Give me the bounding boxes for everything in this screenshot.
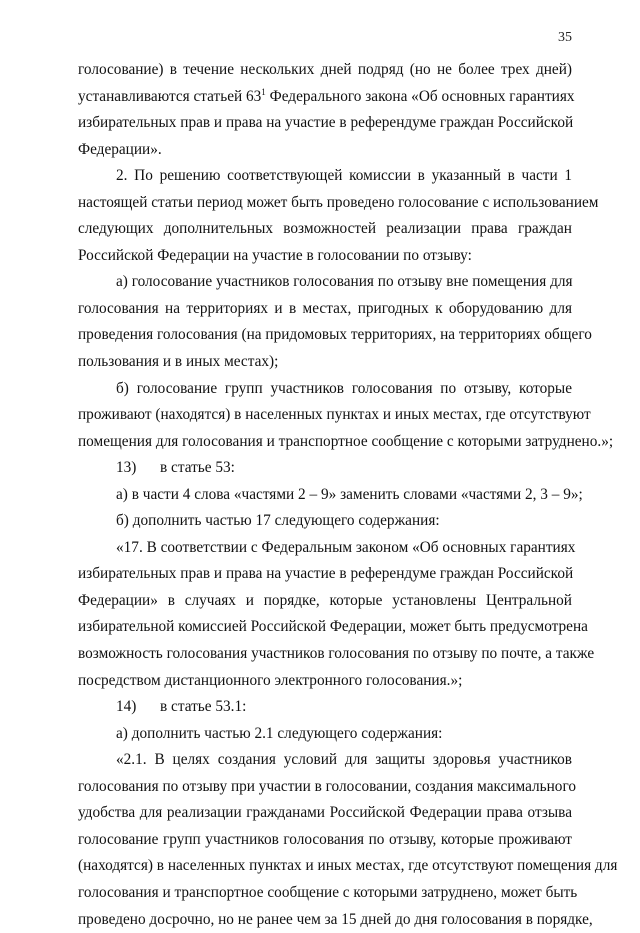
page-number: 35 <box>558 30 572 46</box>
list-item <box>78 455 572 482</box>
text-line: а) голосование участников голосования по отзыву вне помещения для <box>78 269 572 296</box>
text-line: Российской Федерации на участие в голосовании по отзыву: <box>78 243 572 270</box>
item-number: 13) <box>116 455 160 482</box>
text-line: «2.1. В целях создания условий для защиты здоровья участников <box>78 747 572 774</box>
text-line: следующих дополнительных возможностей реализации права граждан <box>78 216 572 243</box>
text-line: 2. По решению соответствующей комиссии в указанный в части 1 <box>78 163 572 190</box>
text-fragment: Федерального закона «Об основных гарантиях <box>266 88 575 105</box>
text-line: голосования по отзыву при участии в голосовании, создания максимального <box>78 774 572 801</box>
text-fragment: устанавливаются статьей 63 <box>78 88 261 105</box>
text-line: настоящей статьи период может быть проведено голосование с использованием <box>78 190 572 217</box>
text-line: голосования и транспортное сообщение с которыми затруднено, может быть <box>78 880 572 907</box>
text-line: посредством дистанционного электронного голосования.»; <box>78 668 572 695</box>
text-line: помещения для голосования и транспортное сообщение с которыми затруднено.»; <box>78 429 572 456</box>
text-line: проживают (находятся) в населенных пунктах и иных местах, где отсутствуют <box>78 402 572 429</box>
text-line <box>78 84 572 111</box>
text-line: а) в части 4 слова «частями 2 – 9» заменить словами «частями 2, 3 – 9»; <box>78 482 572 509</box>
text-line: избирательной комиссией Российской Федерации, может быть предусмотрена <box>78 614 572 641</box>
text-line: б) голосование групп участников голосования по отзыву, которые <box>78 376 572 403</box>
text-line: голосование групп участников голосования по отзыву, которые проживают <box>78 827 572 854</box>
item-text: в статье 53: <box>160 459 235 476</box>
text-line: Федерации» в случаях и порядке, которые установлены Центральной <box>78 588 572 615</box>
list-item <box>78 694 572 721</box>
text-line: проведения голосования (на придомовых территориях, на территориях общего <box>78 322 572 349</box>
text-line: голосование) в течение нескольких дней подряд (но не более трех дней) <box>78 57 572 84</box>
text-line: а) дополнить частью 2.1 следующего содержания: <box>78 721 572 748</box>
item-number: 14) <box>116 694 160 721</box>
superscript: 1 <box>261 87 266 97</box>
text-line: удобства для реализации гражданами Российской Федерации права отзыва <box>78 800 572 827</box>
text-line: пользования и в иных местах); <box>78 349 572 376</box>
text-line: голосования на территориях и в местах, пригодных к оборудованию для <box>78 296 572 323</box>
document-body <box>78 57 572 933</box>
text-line: избирательных прав и права на участие в референдуме граждан Российской <box>78 561 572 588</box>
text-line: «17. В соответствии с Федеральным законом «Об основных гарантиях <box>78 535 572 562</box>
text-line: б) дополнить частью 17 следующего содержания: <box>78 508 572 535</box>
item-text: в статье 53.1: <box>160 698 246 715</box>
text-line: проведено досрочно, но не ранее чем за 15 дней до дня голосования в порядке, <box>78 907 572 933</box>
text-line: Федерации». <box>78 137 572 164</box>
text-line: избирательных прав и права на участие в референдуме граждан Российской <box>78 110 572 137</box>
text-line: (находятся) в населенных пунктах и иных местах, где отсутствуют помещения для <box>78 853 572 880</box>
text-line: возможность голосования участников голосования по отзыву по почте, а также <box>78 641 572 668</box>
